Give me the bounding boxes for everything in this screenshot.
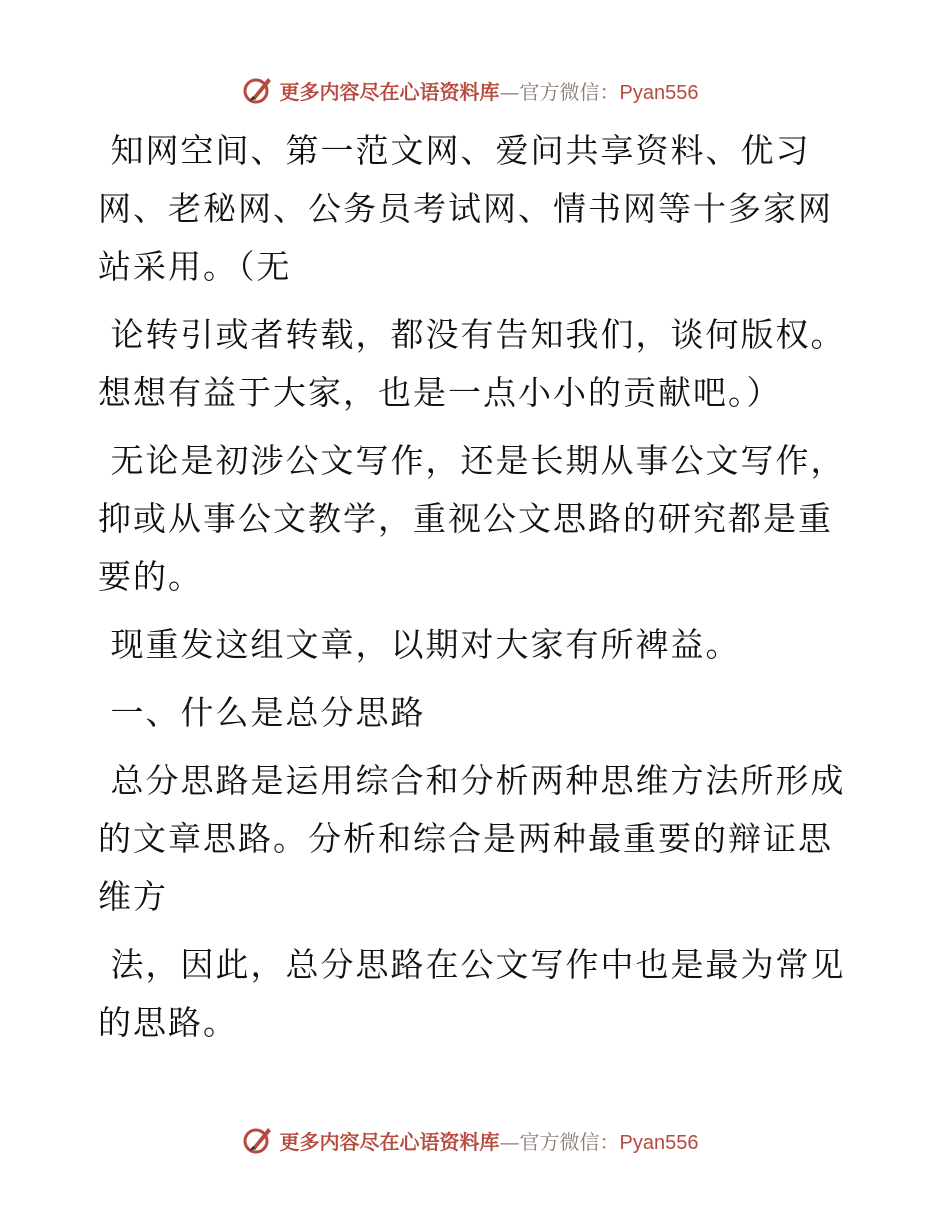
section-heading: 一、什么是总分思路 — [98, 693, 426, 732]
header-banner — [0, 72, 950, 108]
footer-banner-main: 更多内容尽在心语资料库 — [279, 1129, 500, 1154]
quill-pen-logo-icon — [242, 74, 274, 106]
footer-banner — [0, 1122, 950, 1158]
header-banner-official: —官方微信： — [499, 79, 620, 104]
header-banner-text — [280, 76, 699, 105]
paragraph-1: 知网空间、第一范文网、爱问共享资料、优习网、老秘网、公务员考试网、情书网等十多家网站采用。（无 — [98, 131, 833, 286]
document-body — [98, 122, 858, 1062]
paragraph-2: 论转引或者转载，都没有告知我们，谈何版权。想想有益于大家，也是一点小小的贡献吧。） — [98, 315, 846, 412]
header-banner-inner — [242, 74, 699, 106]
footer-banner-official: —官方微信： — [499, 1129, 620, 1154]
header-banner-wechat-id: Pyan556 — [619, 81, 699, 104]
paragraph-5: 总分思路是运用综合和分析两种思维方法所形成的文章思路。分析和综合是两种最重要的辩证思维方 — [98, 761, 846, 916]
paragraph-3: 无论是初涉公文写作，还是长期从事公文写作，抑或从事公文教学，重视公文思路的研究都是重要的。 — [98, 441, 846, 596]
footer-banner-inner — [242, 1124, 699, 1156]
paragraph-4: 现重发这组文章，以期对大家有所裨益。 — [98, 625, 741, 664]
footer-banner-wechat-id: Pyan556 — [619, 1131, 699, 1154]
quill-pen-logo-icon — [242, 1124, 274, 1156]
footer-banner-text — [280, 1126, 699, 1155]
header-banner-main: 更多内容尽在心语资料库 — [279, 79, 500, 104]
paragraph-6: 法，因此，总分思路在公文写作中也是最为常见的思路。 — [98, 945, 846, 1042]
